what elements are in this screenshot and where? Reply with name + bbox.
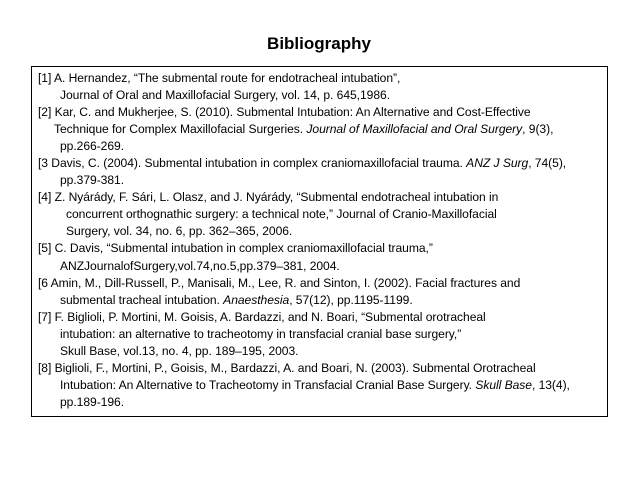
reference-8-line-1: [8] Biglioli, F., Mortini, P., Goisis, M., Bardazzi, A. and Boari, N. (2003). Submental Orotracheal [38,360,536,375]
reference-2-text: Technique for Complex Maxillofacial Surgeries. [54,122,307,137]
reference-8-line-2 [38,377,607,394]
reference-8-text: Intubation: An Alternative to Tracheotomy in Transfacial Cranial Base Surgery. [60,377,476,392]
reference-2-line-2 [38,121,607,138]
reference-8-line-3: pp.189-196. [60,394,125,409]
reference-6-journal: Anaesthesia [223,292,290,307]
reference-7-line-2: intubation: an alternative to tracheotomy in transfacial cranial base surgery,” [60,326,462,341]
reference-8-volume: , 13(4), [531,377,570,392]
reference-4-line-3: Surgery, vol. 34, no. 6, pp. 362–365, 2006. [66,224,293,239]
reference-6-line-1: [6 Amin, M., Dill-Russell, P., Manisali, M., Lee, R. and Sinton, I. (2002). Facial fractures and [38,275,521,290]
reference-3-text: [3 Davis, C. (2004). Submental intubation in complex craniomaxillofacial trauma. [38,156,467,171]
reference-2-line-1: [2] Kar, C. and Mukherjee, S. (2010). Submental Intubation: An Alternative and Cost-Effective [38,105,531,120]
reference-1-line-1: [1] A. Hernandez, “The submental route for endotracheal intubation”, [38,71,401,85]
reference-2-line-3: pp.266-269. [60,139,125,154]
reference-6-line-2 [38,292,607,309]
reference-6-text: submental tracheal intubation. [60,292,224,307]
page-title: Bibliography [267,34,371,53]
reference-6-volume: , 57(12), pp.1195-1199. [289,292,413,307]
reference-3-journal: ANZ J Surg [466,156,529,171]
reference-3-line-2: pp.379-381. [60,173,125,188]
reference-4-line-2: concurrent orthognathic surgery: a technical note,” Journal of Cranio-Maxillofacial [66,207,497,222]
reference-8-journal: Skull Base [475,377,532,392]
reference-2-volume: , 9(3), [522,122,554,137]
reference-7-line-3: Skull Base, vol.13, no. 4, pp. 189–195, 2003. [60,343,299,358]
reference-3-line-1 [38,155,607,172]
reference-3-volume: , 74(5), [528,156,567,171]
reference-list [31,66,608,417]
reference-1-line-2: Journal of Oral and Maxillofacial Surgery, vol. 14, p. 645,1986. [60,88,391,103]
reference-5-line-1: [5] C. Davis, “Submental intubation in complex craniomaxillofacial trauma,” [38,241,433,256]
reference-7-line-1: [7] F. Biglioli, P. Mortini, M. Goisis, A. Bardazzi, and N. Boari, “Submental orotracheal [38,309,486,324]
reference-2-journal: Journal of Maxillofacial and Oral Surgery [306,122,523,137]
reference-4-line-1: [4] Z. Nyárády, F. Sári, L. Olasz, and J. Nyárády, “Submental endotracheal intubation in [38,190,499,205]
reference-5-line-2: ANZJournalofSurgery,vol.74,no.5,pp.379–381, 2004. [60,258,340,273]
